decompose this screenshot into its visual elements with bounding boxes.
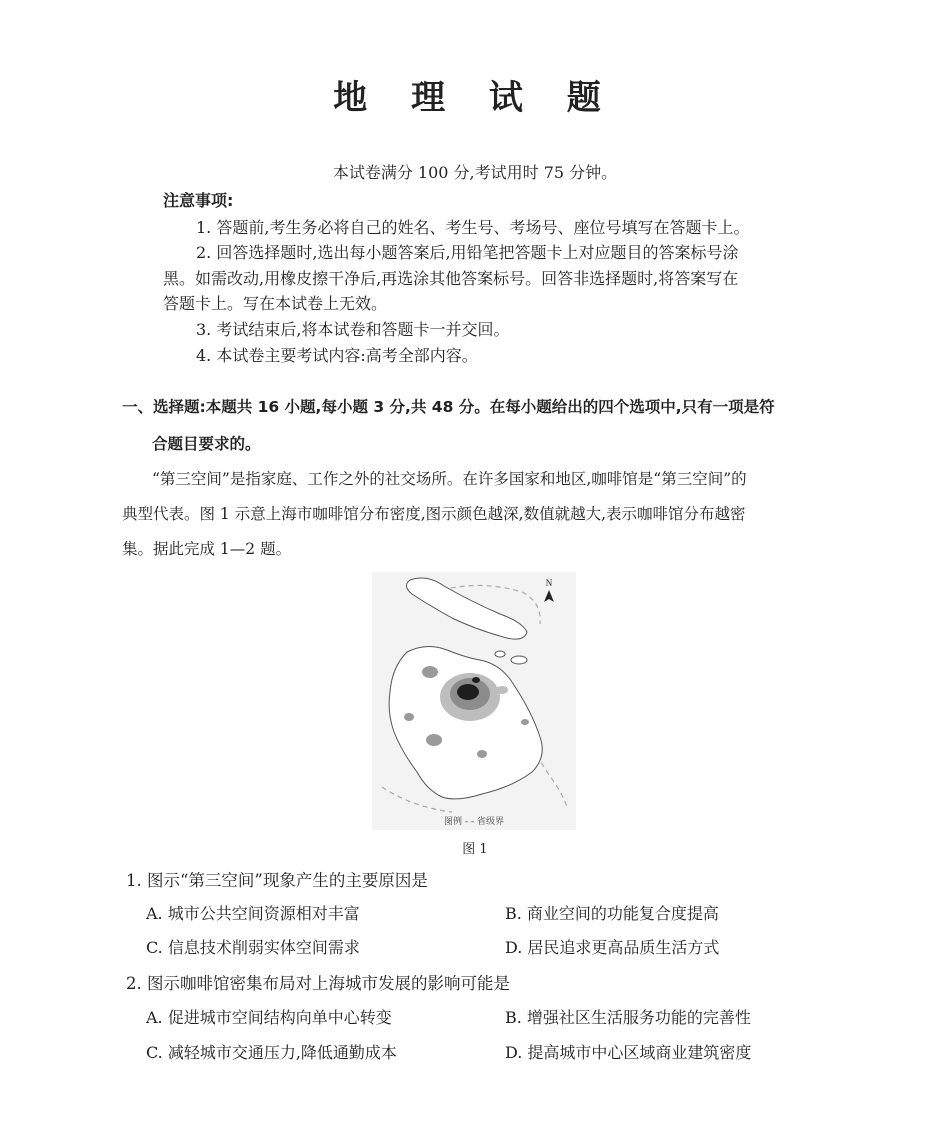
passage-line: “第三空间”是指家庭、工作之外的社交场所。在许多国家和地区,咖啡馆是“第三空间”的 xyxy=(152,470,747,488)
question-stem: 1. 图示“第三空间”现象产生的主要原因是 xyxy=(126,871,428,890)
question-option: D. 居民追求更高品质生活方式 xyxy=(505,938,720,957)
north-arrow-icon xyxy=(544,590,554,602)
notice-item: 2. 回答选择题时,选出每小题答案后,用铅笔把答题卡上对应题目的答案标号涂 xyxy=(196,243,739,262)
notice-item: 4. 本试卷主要考试内容:高考全部内容。 xyxy=(196,346,478,365)
density-patch xyxy=(422,666,438,678)
shanghai-cafe-density-map xyxy=(372,572,576,830)
question-stem: 2. 图示咖啡馆密集布局对上海城市发展的影响可能是 xyxy=(126,974,510,993)
density-patch xyxy=(521,719,529,725)
page-title: 地 理 试 题 xyxy=(333,78,617,118)
density-patch xyxy=(477,750,487,758)
notice-item: 黑。如需改动,用橡皮擦干净后,再选涂其他答案标号。回答非选择题时,将答案写在 xyxy=(163,269,739,288)
density-high xyxy=(457,684,479,700)
map-legend: 图例 - - 省级界 xyxy=(443,817,505,827)
question-option: A. 城市公共空间资源相对丰富 xyxy=(146,904,360,923)
question-option: B. 增强社区生活服务功能的完善性 xyxy=(505,1008,751,1027)
mainland-outline xyxy=(389,646,542,798)
section-heading: 一、选择题:本题共 16 小题,每小题 3 分,共 48 分。在每小题给出的四个选项中,只有一项是符 xyxy=(122,398,775,416)
question-option: A. 促进城市空间结构向单中心转变 xyxy=(146,1008,392,1027)
figure-caption: 图 1 xyxy=(462,842,488,857)
question-option: B. 商业空间的功能复合度提高 xyxy=(505,904,719,923)
notice-item: 3. 考试结束后,将本试卷和答题卡一并交回。 xyxy=(196,320,510,339)
passage-line: 典型代表。图 1 示意上海市咖啡馆分布密度,图示颜色越深,数值就越大,表示咖啡馆分布越密 xyxy=(122,505,746,523)
island-outline xyxy=(406,578,527,639)
notice-item: 答题卡上。写在本试卷上无效。 xyxy=(163,294,388,313)
passage-line: 集。据此完成 1—2 题。 xyxy=(122,540,292,558)
question-option: C. 信息技术削弱实体空间需求 xyxy=(146,938,360,957)
density-patch xyxy=(404,713,414,721)
small-island xyxy=(495,651,505,657)
map-graphic xyxy=(372,572,576,830)
notice-heading: 注意事项: xyxy=(163,191,234,210)
density-patch xyxy=(426,734,442,746)
small-island xyxy=(511,656,527,664)
density-patch xyxy=(496,686,508,694)
density-high xyxy=(472,677,480,683)
exam-intro: 本试卷满分 100 分,考试用时 75 分钟。 xyxy=(332,163,618,182)
question-option: C. 减轻城市交通压力,降低通勤成本 xyxy=(146,1043,397,1062)
section-heading-cont: 合题目要求的。 xyxy=(152,435,261,453)
north-label: N xyxy=(545,578,553,588)
question-option: D. 提高城市中心区域商业建筑密度 xyxy=(505,1043,752,1062)
notice-item: 1. 答题前,考生务必将自己的姓名、考生号、考场号、座位号填写在答题卡上。 xyxy=(196,218,750,237)
